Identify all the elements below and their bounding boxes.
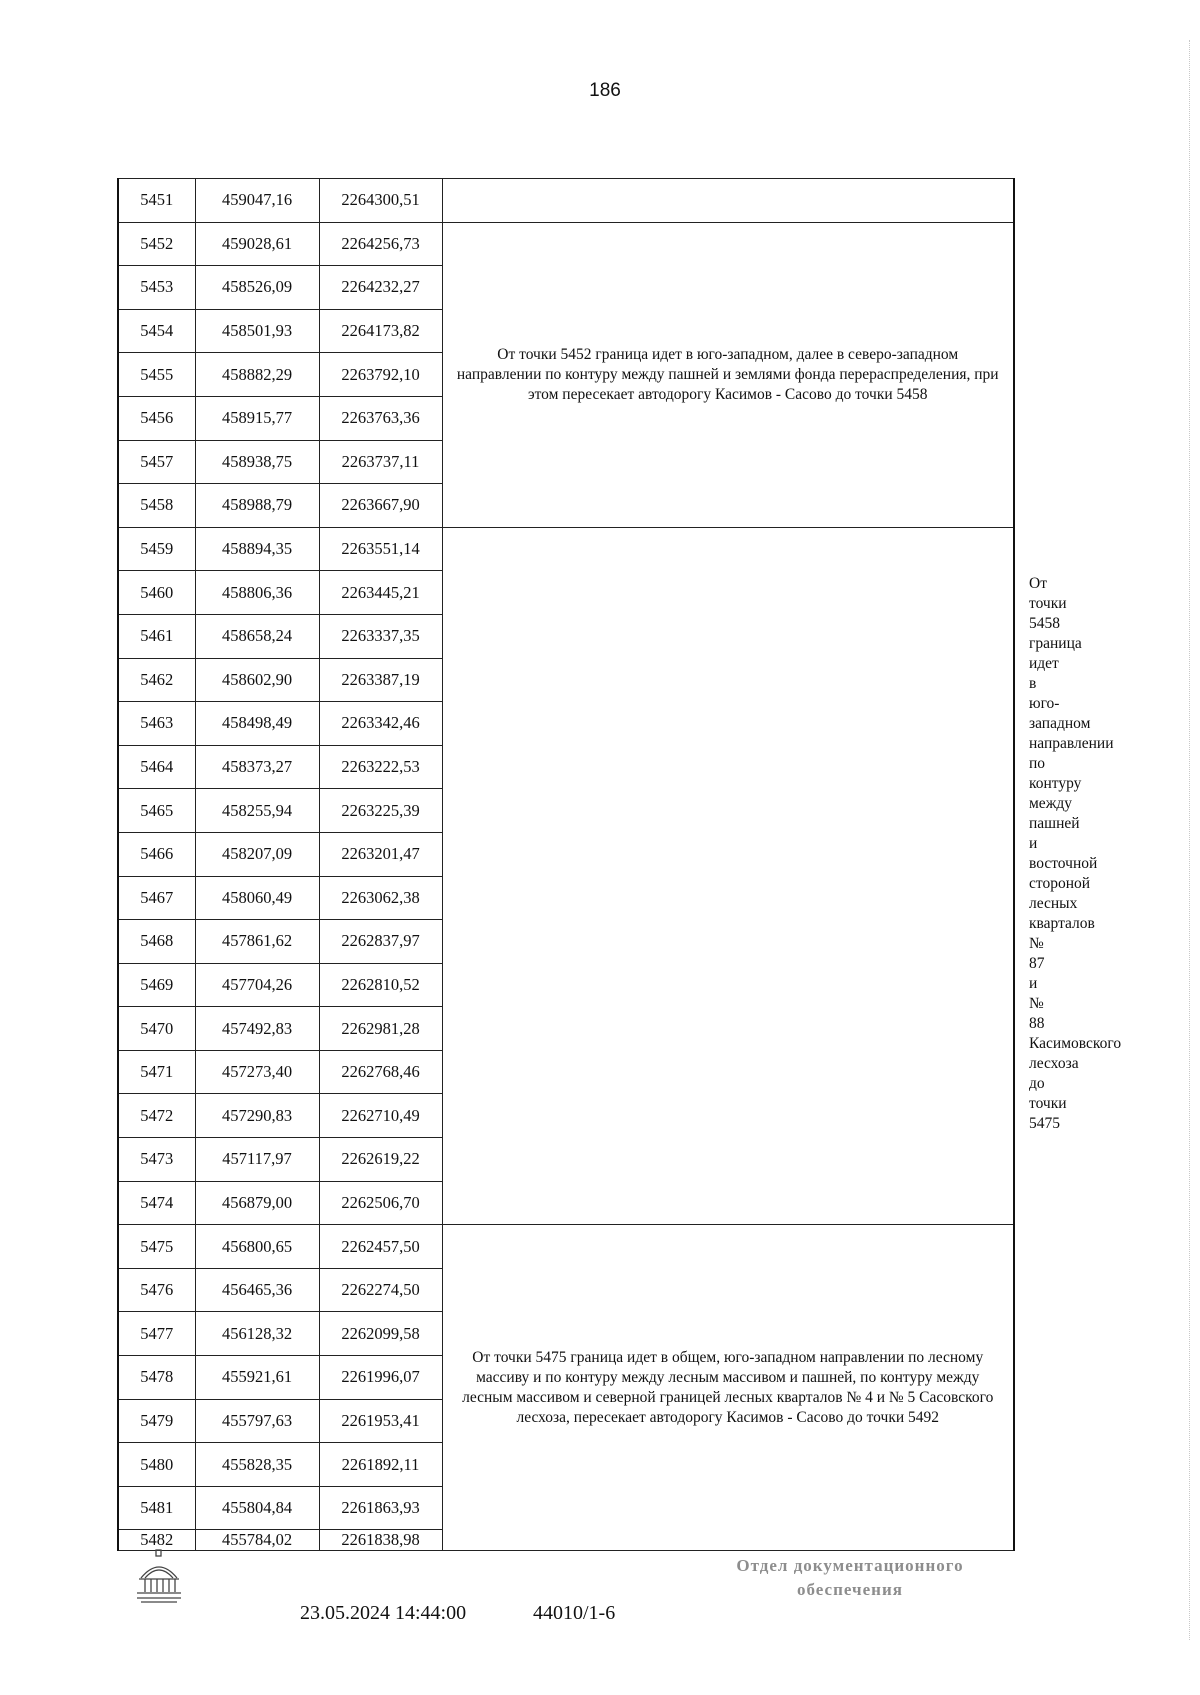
point-number-cell: 5455: [118, 353, 195, 397]
point-number-cell: 5470: [118, 1007, 195, 1051]
point-number-cell: 5471: [118, 1050, 195, 1094]
table-row: [118, 571, 1014, 615]
x-coordinate-cell: 457117,97: [195, 1138, 319, 1182]
point-number-cell: 5468: [118, 920, 195, 964]
point-number-cell: 5467: [118, 876, 195, 920]
y-coordinate-cell: 2263763,36: [319, 396, 442, 440]
y-coordinate-cell: 2263737,11: [319, 440, 442, 484]
point-number-cell: 5479: [118, 1399, 195, 1443]
x-coordinate-cell: 458882,29: [195, 353, 319, 397]
y-coordinate-cell: 2262837,97: [319, 920, 442, 964]
y-coordinate-cell: 2262457,50: [319, 1225, 442, 1269]
y-coordinate-cell: 2263551,14: [319, 527, 442, 571]
point-number-cell: 5465: [118, 789, 195, 833]
point-number-cell: 5462: [118, 658, 195, 702]
point-number-cell: 5478: [118, 1356, 195, 1400]
point-number-cell: 5451: [118, 179, 195, 223]
x-coordinate-cell: 456128,32: [195, 1312, 319, 1356]
y-coordinate-cell: 2262768,46: [319, 1050, 442, 1094]
point-number-cell: 5473: [118, 1138, 195, 1182]
point-number-cell: 5472: [118, 1094, 195, 1138]
point-number-cell: 5453: [118, 266, 195, 310]
point-number-cell: 5482: [118, 1530, 195, 1551]
y-coordinate-cell: 2263337,35: [319, 614, 442, 658]
x-coordinate-cell: 456800,65: [195, 1225, 319, 1269]
point-number-cell: 5464: [118, 745, 195, 789]
table-row: [118, 658, 1014, 702]
y-coordinate-cell: 2263792,10: [319, 353, 442, 397]
x-coordinate-cell: 458915,77: [195, 396, 319, 440]
y-coordinate-cell: 2262810,52: [319, 963, 442, 1007]
boundary-description-cell: От точки 5475 граница идет в общем, юго-западном направлении по лесному массиву и по контуру между лесным массивом и пашней, по контуру между лесным массивом и северной границей лесных кварталов № 4 и № 5 Сасовского лесхоза, пересекает автодорогу Касимов - Сасово до точки 5492: [442, 1225, 1014, 1551]
point-number-cell: 5481: [118, 1486, 195, 1530]
x-coordinate-cell: 455784,02: [195, 1530, 319, 1551]
table-row: [118, 1094, 1014, 1138]
table-row: [118, 179, 1014, 223]
x-coordinate-cell: 458894,35: [195, 527, 319, 571]
stamp-line-2: обеспечения: [797, 1580, 903, 1599]
x-coordinate-cell: 455828,35: [195, 1443, 319, 1487]
point-number-cell: 5457: [118, 440, 195, 484]
scan-edge-marks: [1185, 40, 1190, 1640]
x-coordinate-cell: 458501,93: [195, 309, 319, 353]
y-coordinate-cell: 2264173,82: [319, 309, 442, 353]
y-coordinate-cell: 2263201,47: [319, 832, 442, 876]
page-number: 186: [589, 80, 621, 101]
point-number-cell: 5454: [118, 309, 195, 353]
x-coordinate-cell: 457273,40: [195, 1050, 319, 1094]
table-row: [118, 1181, 1014, 1225]
table-row: [118, 876, 1014, 920]
x-coordinate-cell: 457704,26: [195, 963, 319, 1007]
y-coordinate-cell: 2261953,41: [319, 1399, 442, 1443]
point-number-cell: 5476: [118, 1268, 195, 1312]
y-coordinate-cell: 2263667,90: [319, 484, 442, 528]
y-coordinate-cell: 2264300,51: [319, 179, 442, 223]
coordinates-table-body: [118, 179, 1122, 1551]
point-number-cell: 5474: [118, 1181, 195, 1225]
y-coordinate-cell: 2262099,58: [319, 1312, 442, 1356]
point-number-cell: 5460: [118, 571, 195, 615]
x-coordinate-cell: 455804,84: [195, 1486, 319, 1530]
point-number-cell: 5452: [118, 222, 195, 266]
x-coordinate-cell: 459028,61: [195, 222, 319, 266]
point-number-cell: 5459: [118, 527, 195, 571]
emblem-building-icon: [133, 1548, 185, 1604]
x-coordinate-cell: 456465,36: [195, 1268, 319, 1312]
table-row: [118, 614, 1014, 658]
x-coordinate-cell: 458498,49: [195, 702, 319, 746]
point-number-cell: 5466: [118, 832, 195, 876]
x-coordinate-cell: 459047,16: [195, 179, 319, 223]
table-row: [118, 832, 1014, 876]
boundary-description-cell: От точки 5452 граница идет в юго-западном, далее в северо-западном направлении по контуру между пашней и землями фонда перераспределения, при этом пересекает автодорогу Касимов - Сасово до точки 5458: [442, 222, 1014, 527]
footer-datetime: 23.05.2024 14:44:00: [300, 1602, 467, 1624]
description-cell-empty: [442, 179, 1014, 223]
y-coordinate-cell: 2263062,38: [319, 876, 442, 920]
table-row: [118, 1007, 1014, 1051]
point-number-cell: 5461: [118, 614, 195, 658]
y-coordinate-cell: 2264256,73: [319, 222, 442, 266]
stamp-line-1: Отдел документационного: [736, 1556, 964, 1575]
table-row: [118, 963, 1014, 1007]
x-coordinate-cell: 458060,49: [195, 876, 319, 920]
y-coordinate-cell: 2261863,93: [319, 1486, 442, 1530]
y-coordinate-cell: 2261892,11: [319, 1443, 442, 1487]
x-coordinate-cell: 457861,62: [195, 920, 319, 964]
coordinates-table: [117, 178, 1122, 1551]
x-coordinate-cell: 458602,90: [195, 658, 319, 702]
footer-document-code: 44010/1-6: [533, 1602, 616, 1624]
x-coordinate-cell: 458806,36: [195, 571, 319, 615]
y-coordinate-cell: 2262274,50: [319, 1268, 442, 1312]
table-row: [118, 1138, 1014, 1182]
x-coordinate-cell: 458255,94: [195, 789, 319, 833]
point-number-cell: 5463: [118, 702, 195, 746]
x-coordinate-cell: 458938,75: [195, 440, 319, 484]
y-coordinate-cell: 2264232,27: [319, 266, 442, 310]
x-coordinate-cell: 456879,00: [195, 1181, 319, 1225]
table-row: [118, 222, 1014, 266]
y-coordinate-cell: 2263225,39: [319, 789, 442, 833]
y-coordinate-cell: 2263342,46: [319, 702, 442, 746]
x-coordinate-cell: 458526,09: [195, 266, 319, 310]
table-row: [118, 702, 1014, 746]
x-coordinate-cell: 458373,27: [195, 745, 319, 789]
x-coordinate-cell: 457290,83: [195, 1094, 319, 1138]
x-coordinate-cell: 455797,63: [195, 1399, 319, 1443]
table-row: [118, 920, 1014, 964]
table-row: 5458 458988,79 2263667,90 От точки 5458 граница идет в юго-западном направлении по контуру между пашней и восточной стороной лесных кварталов № 87 и № 88 Касимовского лесхоза до точки 5475: [118, 484, 1014, 528]
y-coordinate-cell: 2263387,19: [319, 658, 442, 702]
x-coordinate-cell: 457492,83: [195, 1007, 319, 1051]
x-coordinate-cell: 458658,24: [195, 614, 319, 658]
x-coordinate-cell: 458207,09: [195, 832, 319, 876]
y-coordinate-cell: 2261996,07: [319, 1356, 442, 1400]
y-coordinate-cell: 2262619,22: [319, 1138, 442, 1182]
x-coordinate-cell: 455921,61: [195, 1356, 319, 1400]
y-coordinate-cell: 2263445,21: [319, 571, 442, 615]
table-row: [118, 1050, 1014, 1094]
table-row: [118, 527, 1014, 571]
point-number-cell: 5456: [118, 396, 195, 440]
point-number-cell: 5458: [118, 484, 195, 528]
point-number-cell: 5469: [118, 963, 195, 1007]
point-number-cell: 5480: [118, 1443, 195, 1487]
y-coordinate-cell: 2262506,70: [319, 1181, 442, 1225]
table-row: [118, 745, 1014, 789]
table-row: [118, 789, 1014, 833]
point-number-cell: 5475: [118, 1225, 195, 1269]
y-coordinate-cell: 2262710,49: [319, 1094, 442, 1138]
table-row: [118, 1225, 1014, 1269]
x-coordinate-cell: 458988,79: [195, 484, 319, 528]
point-number-cell: 5477: [118, 1312, 195, 1356]
y-coordinate-cell: 2262981,28: [319, 1007, 442, 1051]
y-coordinate-cell: 2261838,98: [319, 1530, 442, 1551]
y-coordinate-cell: 2263222,53: [319, 745, 442, 789]
